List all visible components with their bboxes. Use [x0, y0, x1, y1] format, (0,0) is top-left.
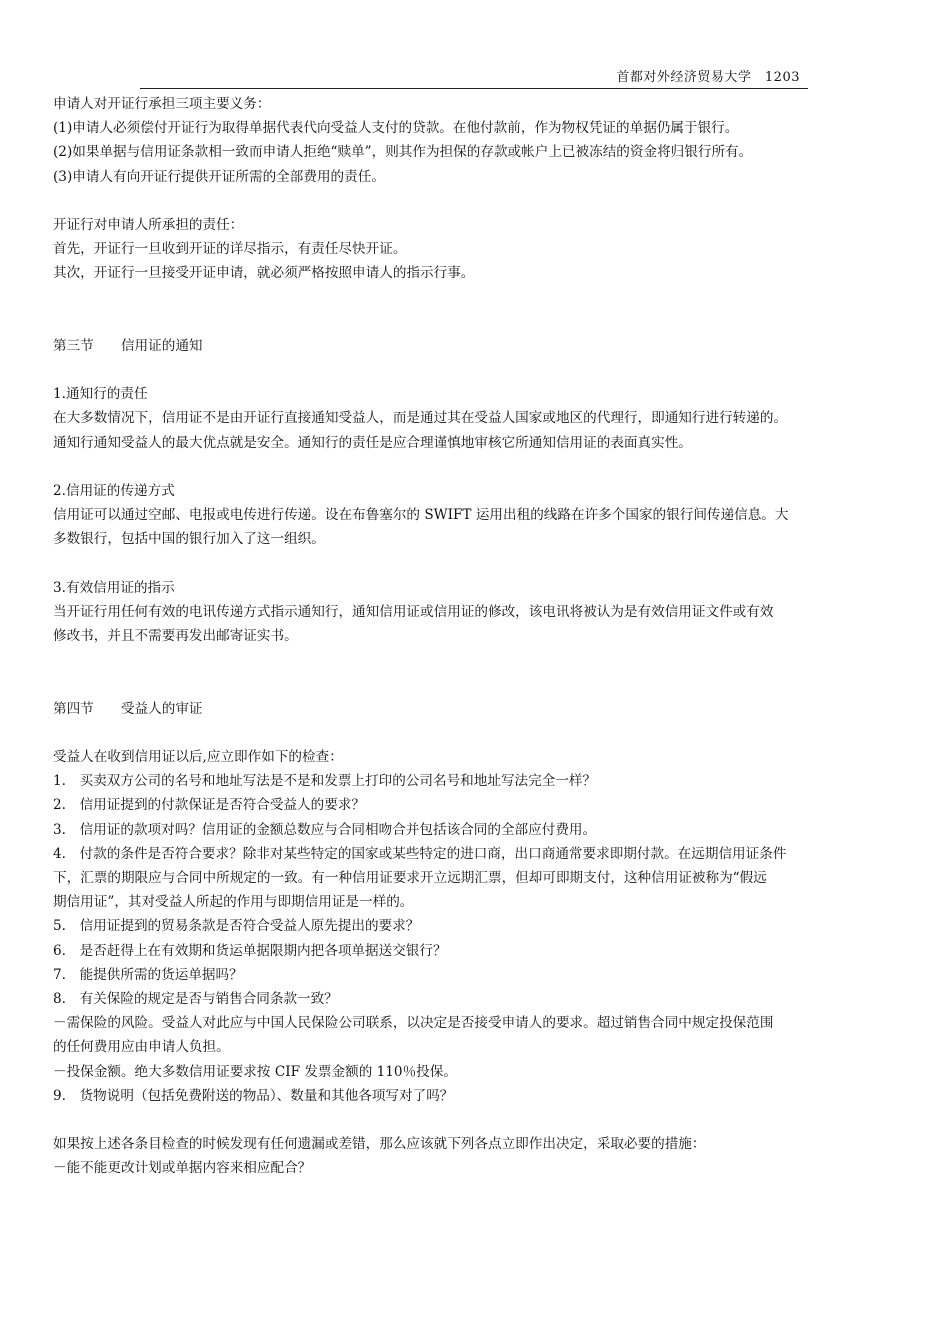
list-item: 5. 信用证提到的贸易条款是否符合受益人原先提出的要求？ — [53, 918, 420, 935]
paragraph-line: (1)申请人必须偿付开证行为取得单据代表代向受益人支付的贷款。在他付款前，作为物权凭证的单据仍属于银行。 — [53, 120, 739, 137]
paragraph-line: 在大多数情况下，信用证不是由开证行直接通知受益人，而是通过其在受益人国家或地区的代理行，即通知行进行转递的。 — [53, 410, 788, 427]
blank-line — [53, 648, 903, 672]
paragraph-line: 申请人对开证行承担三项主要义务： — [53, 96, 271, 112]
blank-line — [53, 286, 903, 310]
paragraph-line: 通知行通知受益人的最大优点就是安全。通知行的责任是应合理谨慎地审核它所通知信用证的表面真实性。 — [53, 434, 692, 451]
list-item: 6. 是否赶得上在有效期和货运单据限期内把各项单据送交银行？ — [53, 942, 447, 959]
document-body — [53, 92, 903, 1180]
list-subitem: －投保金额。绝大多数信用证要求按 CIF 发票金额的 110％投保。 — [53, 1063, 457, 1080]
list-item: 2. 信用证提到的付款保证是否符合受益人的要求？ — [53, 797, 366, 814]
blank-line — [53, 673, 903, 697]
list-subitem: －需保险的风险。受益人对此应与中国人民保险公司联系，以决定是否接受申请人的要求。超过销售合同中规定投保范围 — [53, 1015, 774, 1032]
paragraph-line: 受益人在收到信用证以后,应立即作如下的检查： — [53, 749, 343, 766]
subheading: 1.通知行的责任 — [53, 386, 148, 403]
paragraph-line: (2)如果单据与信用证条款相一致而申请人拒绝“赎单”，则其作为担保的存款或帐户上已被冻结的资金将归银行所有。 — [53, 144, 753, 161]
paragraph-line: 信用证可以通过空邮、电报或电传进行传递。设在布鲁塞尔的 SWIFT 运用出租的线路在许多个国家的银行间传递信息。大 — [53, 507, 789, 524]
subheading: 2.信用证的传递方式 — [53, 483, 175, 499]
section-heading-4: 第四节 受益人的审证 — [53, 700, 203, 717]
paragraph-line: 如果按上述各条目检查的时候发现有任何遗漏或差错，那么应该就下列各点立即作出决定，采取必要的措施： — [53, 1136, 706, 1153]
paragraph-line: (3)申请人有向开证行提供开证所需的全部费用的责任。 — [53, 168, 385, 185]
paragraph-line: 其次，开证行一旦接受开证申请，就必须严格按照申请人的指示行事。 — [53, 265, 475, 282]
blank-line — [53, 455, 903, 479]
blank-line — [53, 310, 903, 334]
page-header — [140, 70, 808, 89]
list-item: 3. 信用证的款项对吗？信用证的金额总数应与合同相吻合并包括该合同的全部应付费用。 — [53, 821, 597, 838]
paragraph-line: 修改书，并且不需要再发出邮寄证实书。 — [53, 628, 298, 645]
blank-line — [53, 1108, 903, 1132]
list-item-continued: 期信用证”，其对受益人所起的作用与即期信用证是一样的。 — [53, 894, 414, 911]
list-item: 9. 货物说明（包括免费附送的物品）、数量和其他各项写对了吗？ — [53, 1087, 454, 1104]
blank-line — [53, 358, 903, 382]
list-item: 8. 有关保险的规定是否与销售合同条款一致？ — [53, 990, 338, 1007]
list-item: 1. 买卖双方公司的名号和地址写法是不是和发票上打印的公司名号和地址写法完全一样？ — [53, 773, 597, 790]
list-item: 7. 能提供所需的货运单据吗？ — [53, 966, 243, 983]
list-item: 4. 付款的条件是否符合要求？除非对某些特定的国家或某些特定的进口商，出口商通常要求即期付款。在远期信用证条件 — [53, 845, 787, 862]
paragraph-line: 开证行对申请人所承担的责任： — [53, 216, 244, 233]
paragraph-line: 首先，开证行一旦收到开证的详尽指示，有责任尽快开证。 — [53, 241, 407, 258]
blank-line — [53, 189, 903, 213]
list-subitem: －能不能更改计划或单据内容来相应配合？ — [53, 1160, 312, 1177]
blank-line — [53, 721, 903, 745]
paragraph-line: 多数银行，包括中国的银行加入了这一组织。 — [53, 531, 325, 548]
list-subitem-continued: 的任何费用应由申请人负担。 — [53, 1039, 230, 1056]
paragraph-line: 当开证行用任何有效的电讯传递方式指示通知行，通知信用证或信用证的修改，该电讯将被认为是有效信用证文件或有效 — [53, 603, 774, 620]
blank-line — [53, 552, 903, 576]
header-title: 首都对外经济贸易大学 1203 — [616, 70, 800, 85]
section-heading-3: 第三节 信用证的通知 — [53, 337, 203, 354]
list-item-continued: 下，汇票的期限应与合同中所规定的一致。有一种信用证要求开立远期汇票，但却可即期支付，这种信用证被称为“假远 — [53, 870, 767, 886]
subheading: 3.有效信用证的指示 — [53, 579, 175, 596]
